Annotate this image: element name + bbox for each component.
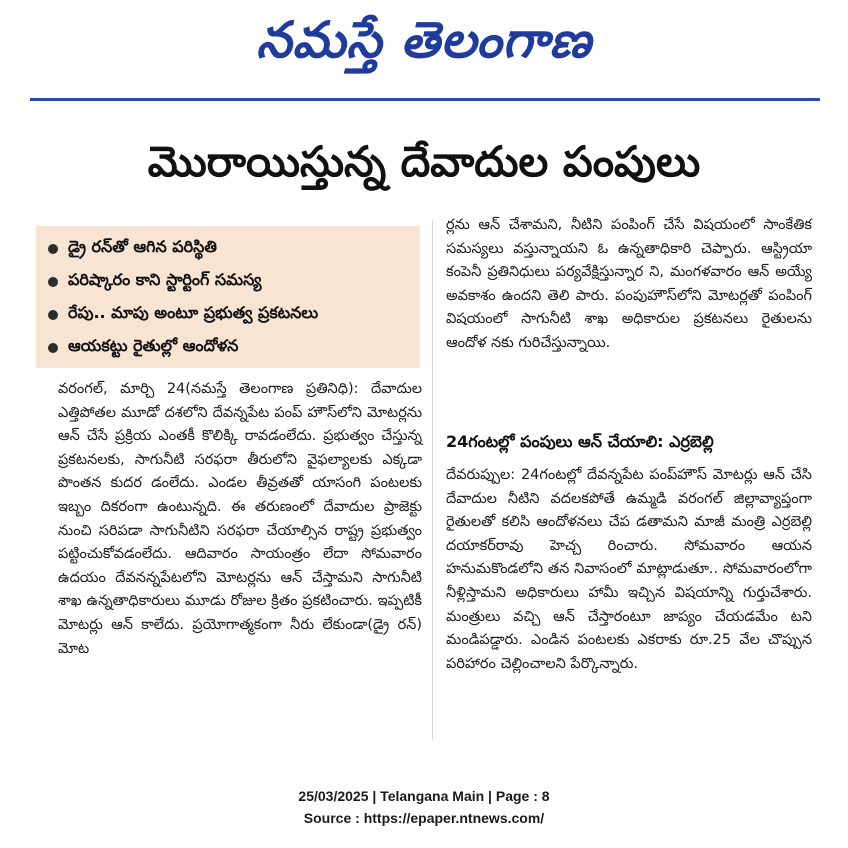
- column-divider: [432, 220, 433, 740]
- article-headline: మొరాయిస్తున్న దేవాదుల పంపులు: [147, 137, 701, 186]
- bullet-icon: [48, 343, 58, 353]
- highlight-text: డ్రై రన్‌తో ఆగిన పరిస్థితి: [68, 237, 217, 256]
- highlight-item: [44, 298, 420, 331]
- bullet-icon: [48, 244, 58, 254]
- article-body-right-column-2: [446, 464, 812, 676]
- highlight-item: [44, 232, 420, 265]
- highlight-item: [44, 265, 420, 298]
- footer-date-edition: 25/03/2025 | Telangana Main | Page : 8: [298, 788, 550, 804]
- masthead-rule: [30, 98, 820, 101]
- article-body-right-column: [446, 214, 812, 356]
- highlight-text: రేపు.. మాపు అంటూ ప్రభుత్వ ప్రకటనలు: [68, 303, 319, 322]
- masthead-logo: నమస్తే తెలంగాణ: [256, 10, 592, 69]
- highlight-text: ఆయకట్టు రైతుల్లో ఆందోళన: [68, 336, 239, 355]
- article-body-left-column: [58, 378, 422, 661]
- highlight-text: పరిష్కారం కాని స్టార్టింగ్ సమస్య: [68, 270, 262, 289]
- paragraph: దేవరుప్పుల: 24గంటల్లో దేవన్నపేట పంప్‌హౌస్ మోటర్లు ఆన్ చేసి దేవాదుల నీటిని వదలకపోతే ఉమ్మడి వరంగల్ జిల్లావ్యాప్తంగా రైతులతో కలిసి ఆందోళనలు చేప డతామని మాజీ మంత్రి ఎర్రబెల్లి దయాకర్‌రావు హెచ్చ రించారు. సోమవారం ఆయన హనుమకొండలోని తన నివాసంలో మాట్లాడుతూ.. సోమవారంలోగా నీళ్లిస్తామని అధికారులు హామీ ఇచ్చిన విషయాన్ని గుర్తుచేశారు. మంత్రులు వచ్చి ఆన్ చేస్తారంటూ జాప్యం చేయడమేం టని మండిపడ్డారు. ఎండిన పంటలకు ఎకరాకు రూ.25 వేల చొప్పున పరిహారం చెల్లించాలని పేర్కొన్నారు.: [446, 467, 812, 672]
- bullet-icon: [48, 310, 58, 320]
- masthead: [0, 8, 848, 72]
- bullet-icon: [48, 277, 58, 287]
- footer-source: Source : https://epaper.ntnews.com/: [303, 810, 545, 826]
- highlights-box: [36, 226, 420, 368]
- subheading: 24గంటల్లో పంపులు ఆన్ చేయాలి: ఎర్రబెల్లి: [446, 432, 714, 451]
- paragraph: ర్లను ఆన్ చేశామని, నీటిని పంపింగ్ చేసే విషయంలో సాంకేతిక సమస్యలు వస్తున్నాయని ఓ ఉన్నతాధికారి చెప్పారు. ఆస్ట్రియా కంపెనీ ప్రతినిధులు పర్యవేక్షిస్తున్నార ని, మంగళవారం ఆన్ అయ్యే అవకాశం ఉందని తెలి పారు. పంపుహౌస్‌లోని మోటర్లతో పంపింగ్ విషయంలో సాగునీటి శాఖ అధికారుల ప్రకటనలు రైతులను ఆందోళ నకు గురిచేస్తున్నాయి.: [446, 217, 812, 351]
- paragraph: వరంగల్, మార్చి 24(నమస్తే తెలంగాణ ప్రతినిధి): దేవాదుల ఎత్తిపోతల మూడో దశలోని దేవన్నపేట పంప్ హౌస్‌లోని మోటర్లను ఆన్ చేసే ప్రక్రియ ఎంతకీ కొలిక్కి రావడంలేదు. ప్రభుత్వం చేస్తున్న ప్రకటనలకు, సాగునీటి సరఫరా తీరులోని వైఫల్యాలకు ఎక్కడా పొంతన కుదర డంలేదు. ఎండల తీవ్రతతో యాసంగి పంటలకు ఇబ్బం దికరంగా ఉంటున్నది. ఈ తరుణంలో దేవాదుల ప్రాజెక్టు నుంచి సరిపడా సాగునీటిని సరఫరా చేయాల్సిన రాష్ట్ర ప్రభుత్వం పట్టించుకోవడంలేదు. ఆదివారం సాయంత్రం లేదా సోమవారం ఉదయం దేవనన్నపేటలోని మోటర్లను ఆన్ చేస్తామని సాగునీటి శాఖ ఉన్నతాధికారులు మూడు రోజుల క్రితం ప్రకటించారు. ఇప్పటికీ మోటర్లు ఆన్ కాలేదు. ప్రయోగాత్మకంగా నీరు లేకుండా(డ్రై రన్) మోట: [58, 381, 422, 657]
- highlight-item: [44, 331, 420, 364]
